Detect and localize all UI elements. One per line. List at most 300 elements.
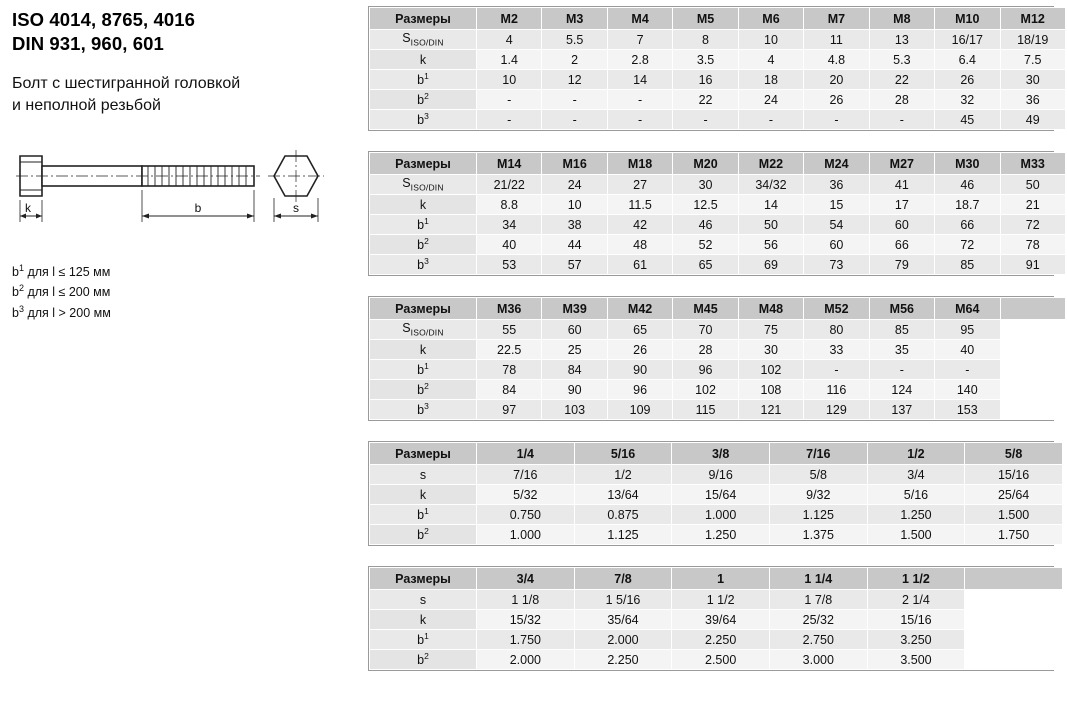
table-cell: 14 — [607, 70, 672, 90]
table-cell: 78 — [1000, 235, 1065, 255]
table-cell: 3/4 — [867, 465, 965, 485]
table-row — [370, 630, 1063, 650]
table-cell: 35 — [869, 340, 934, 360]
table-cell: 34 — [477, 215, 542, 235]
row-label-subscript: ISO/DIN — [410, 327, 444, 338]
row-label-symbol: s — [419, 467, 427, 482]
table-cell: 11 — [804, 30, 869, 50]
table-cell: 16/17 — [935, 30, 1000, 50]
table-cell: 91 — [1000, 255, 1065, 275]
table-cell: 3.500 — [867, 650, 965, 670]
table-cell: 5/8 — [769, 465, 867, 485]
column-header: M2 — [477, 8, 542, 30]
table-cell: 2 — [542, 50, 607, 70]
table-cell: 22 — [869, 70, 934, 90]
column-header: M22 — [738, 153, 803, 175]
column-header: 5/16 — [574, 443, 672, 465]
table-cell: 121 — [738, 400, 803, 420]
column-header: M14 — [477, 153, 542, 175]
table-cell: 116 — [804, 380, 869, 400]
row-label-symbol: S — [402, 31, 411, 46]
table-header-row — [370, 8, 1066, 30]
column-header: M18 — [607, 153, 672, 175]
column-header: M20 — [673, 153, 738, 175]
table-cell: 73 — [804, 255, 869, 275]
table-cell: 8.8 — [477, 195, 542, 215]
column-header: M52 — [804, 298, 869, 320]
table-row — [370, 505, 1063, 525]
table-cell: - — [477, 90, 542, 110]
row-label-symbol: k — [419, 197, 427, 212]
row-label-superscript: 2 — [424, 381, 429, 392]
table-cell: 2.000 — [574, 630, 672, 650]
row-label — [370, 610, 477, 630]
column-header — [1000, 298, 1065, 320]
table-cell: 15 — [804, 195, 869, 215]
note-b2: $b^2$ для l ≤ 200 мм — [12, 283, 111, 300]
column-header: M33 — [1000, 153, 1065, 175]
table-cell: - — [804, 360, 869, 380]
table-cell — [965, 610, 1063, 630]
table-cell: 1.750 — [477, 630, 575, 650]
table-cell: 22.5 — [477, 340, 542, 360]
table-m2-m12 — [368, 6, 1054, 131]
table-cell: - — [477, 110, 542, 130]
table-cell: - — [804, 110, 869, 130]
table-cell: 140 — [935, 380, 1000, 400]
product-description — [12, 73, 357, 116]
table-cell: 15/16 — [965, 465, 1063, 485]
table-cell: 90 — [607, 360, 672, 380]
table-cell: 1.4 — [477, 50, 542, 70]
row-label — [370, 175, 477, 195]
row-label-symbol: b — [417, 258, 425, 273]
table-cell: - — [542, 110, 607, 130]
table-row — [370, 340, 1066, 360]
table-cell: 12 — [542, 70, 607, 90]
table-cell: 15/16 — [867, 610, 965, 630]
table-row — [370, 320, 1066, 340]
row-label — [370, 525, 477, 545]
left-info-column — [12, 8, 357, 323]
table-row — [370, 465, 1063, 485]
row-label — [370, 70, 477, 90]
table-cell: 34/32 — [738, 175, 803, 195]
table-cell: 13/64 — [574, 485, 672, 505]
table-cell: 45 — [935, 110, 1000, 130]
table-m36-m64-table — [369, 297, 1066, 420]
table-cell: 96 — [673, 360, 738, 380]
column-header: M24 — [804, 153, 869, 175]
table-cell: 60 — [542, 320, 607, 340]
table-cell: 30 — [673, 175, 738, 195]
table-cell: 10 — [738, 30, 803, 50]
table-cell: 1.750 — [965, 525, 1063, 545]
table-m36-m64 — [368, 296, 1054, 421]
table-row — [370, 175, 1066, 195]
row-label-subscript: ISO/DIN — [410, 37, 444, 48]
table-cell — [965, 590, 1063, 610]
table-cell: 11.5 — [607, 195, 672, 215]
row-label — [370, 400, 477, 420]
table-cell: 24 — [738, 90, 803, 110]
row-label — [370, 195, 477, 215]
table-cell: 1 1/2 — [672, 590, 770, 610]
table-cell: - — [738, 110, 803, 130]
table-row — [370, 525, 1063, 545]
table-cell: 49 — [1000, 110, 1065, 130]
table-cell: 26 — [607, 340, 672, 360]
table-cell: 3.000 — [769, 650, 867, 670]
row-label-superscript: 3 — [424, 111, 429, 122]
row-label-symbol: b — [417, 528, 425, 543]
column-header: M64 — [935, 298, 1000, 320]
table-cell: 52 — [673, 235, 738, 255]
row-label-superscript: 2 — [424, 651, 429, 662]
table-cell: 85 — [935, 255, 1000, 275]
row-label — [370, 360, 477, 380]
table-cell: 75 — [738, 320, 803, 340]
svg-text:b: b — [194, 200, 202, 215]
table-cell: 32 — [935, 90, 1000, 110]
table-cell: 95 — [935, 320, 1000, 340]
table-row — [370, 70, 1066, 90]
table-inch-large — [368, 566, 1054, 671]
column-header: 3/4 — [477, 568, 575, 590]
note-b1: $b^1$ для l ≤ 125 мм — [12, 262, 111, 280]
table-cell — [1000, 360, 1065, 380]
table-cell: - — [673, 110, 738, 130]
table-cell: 57 — [542, 255, 607, 275]
row-label-symbol: b — [417, 238, 425, 253]
table-cell: 84 — [542, 360, 607, 380]
table-cell: 66 — [935, 215, 1000, 235]
row-label-superscript: 2 — [424, 91, 429, 102]
table-cell: 30 — [738, 340, 803, 360]
table-cell: 9/32 — [769, 485, 867, 505]
table-cell: 60 — [869, 215, 934, 235]
table-cell: 35/64 — [574, 610, 672, 630]
header-dimensions-label: Размеры — [370, 298, 477, 320]
table-cell: 13 — [869, 30, 934, 50]
table-cell: 66 — [869, 235, 934, 255]
table-cell: - — [607, 90, 672, 110]
standard-line-iso: ISO 4014, 8765, 4016 — [12, 9, 196, 30]
table-cell: 40 — [477, 235, 542, 255]
row-label — [370, 90, 477, 110]
row-label-symbol: k — [419, 342, 427, 357]
column-header: 3/8 — [672, 443, 770, 465]
table-cell: 5/16 — [867, 485, 965, 505]
table-cell: 85 — [869, 320, 934, 340]
table-cell: 30 — [1000, 70, 1065, 90]
row-label-superscript: 1 — [424, 361, 429, 372]
table-row — [370, 380, 1066, 400]
table-cell: 39/64 — [672, 610, 770, 630]
table-cell: 28 — [673, 340, 738, 360]
table-cell: 5/32 — [477, 485, 575, 505]
table-cell: 2.250 — [672, 630, 770, 650]
row-label — [370, 340, 477, 360]
table-cell: 1 5/16 — [574, 590, 672, 610]
table-cell: 80 — [804, 320, 869, 340]
table-cell: 115 — [673, 400, 738, 420]
table-cell: 10 — [477, 70, 542, 90]
table-cell: 24 — [542, 175, 607, 195]
column-header: M3 — [542, 8, 607, 30]
table-cell: 26 — [935, 70, 1000, 90]
table-cell: 28 — [869, 90, 934, 110]
table-cell: 8 — [673, 30, 738, 50]
table-cell: 21/22 — [477, 175, 542, 195]
column-header: M12 — [1000, 8, 1065, 30]
table-cell: 7 — [607, 30, 672, 50]
table-cell: 25/64 — [965, 485, 1063, 505]
table-cell: 4 — [738, 50, 803, 70]
table-cell: 46 — [935, 175, 1000, 195]
table-inch-small-table — [369, 442, 1063, 545]
row-label-superscript: 3 — [424, 401, 429, 412]
row-label-subscript: ISO/DIN — [410, 182, 444, 193]
table-row — [370, 235, 1066, 255]
column-header: M42 — [607, 298, 672, 320]
row-label-symbol: b — [417, 93, 425, 108]
table-cell: 18/19 — [1000, 30, 1065, 50]
column-header: 1 1/4 — [769, 568, 867, 590]
row-label — [370, 215, 477, 235]
table-cell: 46 — [673, 215, 738, 235]
table-cell: 61 — [607, 255, 672, 275]
row-label-symbol: s — [419, 592, 427, 607]
row-label — [370, 30, 477, 50]
column-header: M39 — [542, 298, 607, 320]
table-cell: 2.8 — [607, 50, 672, 70]
table-cell: 3.5 — [673, 50, 738, 70]
row-label-symbol: S — [402, 176, 411, 191]
row-label — [370, 505, 477, 525]
column-header: 5/8 — [965, 443, 1063, 465]
table-cell: 5.5 — [542, 30, 607, 50]
table-row — [370, 610, 1063, 630]
table-cell: 96 — [607, 380, 672, 400]
table-cell: 50 — [738, 215, 803, 235]
standards-title — [12, 8, 357, 55]
row-label — [370, 110, 477, 130]
svg-text:s: s — [293, 200, 299, 215]
table-cell: 65 — [607, 320, 672, 340]
table-cell: 27 — [607, 175, 672, 195]
table-row — [370, 50, 1066, 70]
column-header: 1/4 — [477, 443, 575, 465]
row-label-symbol: b — [417, 508, 425, 523]
table-cell: 1.125 — [574, 525, 672, 545]
table-cell: 1 1/8 — [477, 590, 575, 610]
table-cell: 1.000 — [477, 525, 575, 545]
table-inch-large-table — [369, 567, 1063, 670]
table-row — [370, 590, 1063, 610]
table-m14-m33-table — [369, 152, 1066, 275]
table-row — [370, 215, 1066, 235]
table-cell: 56 — [738, 235, 803, 255]
row-label-symbol: S — [402, 321, 411, 336]
table-cell: 69 — [738, 255, 803, 275]
row-label-superscript: 2 — [424, 236, 429, 247]
table-cell: 1/2 — [574, 465, 672, 485]
table-cell: 2.750 — [769, 630, 867, 650]
table-cell: 22 — [673, 90, 738, 110]
table-cell: 3.250 — [867, 630, 965, 650]
table-cell: 70 — [673, 320, 738, 340]
column-header: M5 — [673, 8, 738, 30]
table-cell: 1.500 — [965, 505, 1063, 525]
row-label — [370, 630, 477, 650]
row-label-superscript: 2 — [424, 526, 429, 537]
table-row — [370, 650, 1063, 670]
row-label-symbol: b — [417, 633, 425, 648]
column-header: M7 — [804, 8, 869, 30]
table-cell: 1.250 — [672, 525, 770, 545]
table-cell: - — [607, 110, 672, 130]
row-label-superscript: 1 — [424, 631, 429, 642]
table-cell — [1000, 320, 1065, 340]
table-cell: 18.7 — [935, 195, 1000, 215]
row-label-symbol: b — [417, 363, 425, 378]
table-cell: 50 — [1000, 175, 1065, 195]
table-cell: 109 — [607, 400, 672, 420]
column-header — [965, 568, 1063, 590]
table-cell: 21 — [1000, 195, 1065, 215]
table-cell — [1000, 380, 1065, 400]
row-label-symbol: b — [417, 653, 425, 668]
row-label-symbol: k — [419, 612, 427, 627]
length-notes — [12, 262, 357, 324]
table-cell: 0.875 — [574, 505, 672, 525]
header-dimensions-label: Размеры — [370, 443, 477, 465]
table-cell: 60 — [804, 235, 869, 255]
row-label — [370, 465, 477, 485]
column-header: 7/8 — [574, 568, 672, 590]
table-cell: 1.250 — [867, 505, 965, 525]
row-label-superscript: 1 — [424, 506, 429, 517]
table-cell: 137 — [869, 400, 934, 420]
standard-line-din: DIN 931, 960, 601 — [12, 32, 164, 54]
product-description-line-1: Болт с шестигранной головкой — [12, 75, 241, 93]
table-cell: 12.5 — [673, 195, 738, 215]
table-cell: 38 — [542, 215, 607, 235]
table-cell: 90 — [542, 380, 607, 400]
table-cell: 78 — [477, 360, 542, 380]
table-cell: 6.4 — [935, 50, 1000, 70]
table-header-row — [370, 568, 1063, 590]
table-cell: 15/32 — [477, 610, 575, 630]
table-cell: 17 — [869, 195, 934, 215]
column-header: M6 — [738, 8, 803, 30]
column-header: 7/16 — [769, 443, 867, 465]
table-row — [370, 195, 1066, 215]
table-cell: 0.750 — [477, 505, 575, 525]
table-cell: 18 — [738, 70, 803, 90]
table-cell: 72 — [1000, 215, 1065, 235]
table-cell: 41 — [869, 175, 934, 195]
table-cell: - — [869, 110, 934, 130]
column-header: M56 — [869, 298, 934, 320]
table-cell: 97 — [477, 400, 542, 420]
row-label-symbol: b — [417, 383, 425, 398]
row-label-symbol: b — [417, 113, 425, 128]
table-cell: 44 — [542, 235, 607, 255]
product-description-line-2: и неполной резьбой — [12, 96, 161, 114]
row-label-superscript: 3 — [424, 256, 429, 267]
dimension-tables — [368, 6, 1054, 691]
table-cell: 4 — [477, 30, 542, 50]
column-header: M10 — [935, 8, 1000, 30]
table-cell: 36 — [804, 175, 869, 195]
row-label — [370, 650, 477, 670]
table-cell: 108 — [738, 380, 803, 400]
column-header: 1 1/2 — [867, 568, 965, 590]
row-label — [370, 590, 477, 610]
table-cell: 40 — [935, 340, 1000, 360]
table-cell: 2.250 — [574, 650, 672, 670]
row-label — [370, 380, 477, 400]
table-cell: 20 — [804, 70, 869, 90]
table-cell: - — [935, 360, 1000, 380]
table-cell — [1000, 400, 1065, 420]
row-label — [370, 485, 477, 505]
table-row — [370, 255, 1066, 275]
column-header: 1/2 — [867, 443, 965, 465]
row-label-symbol: b — [417, 403, 425, 418]
table-cell: 25 — [542, 340, 607, 360]
row-label-symbol: k — [419, 487, 427, 502]
table-m2-m12-table — [369, 7, 1066, 130]
column-header: M30 — [935, 153, 1000, 175]
table-cell: 36 — [1000, 90, 1065, 110]
row-label-superscript: 1 — [424, 71, 429, 82]
table-row — [370, 110, 1066, 130]
column-header: 1 — [672, 568, 770, 590]
table-cell: 54 — [804, 215, 869, 235]
table-header-row — [370, 298, 1066, 320]
row-label-symbol: b — [417, 218, 425, 233]
table-cell: 102 — [673, 380, 738, 400]
table-cell: 25/32 — [769, 610, 867, 630]
row-label-symbol: k — [419, 52, 427, 67]
table-cell: 1.125 — [769, 505, 867, 525]
header-dimensions-label: Размеры — [370, 568, 477, 590]
table-header-row — [370, 153, 1066, 175]
table-cell: 124 — [869, 380, 934, 400]
column-header: M8 — [869, 8, 934, 30]
table-cell — [965, 630, 1063, 650]
table-row — [370, 360, 1066, 380]
bolt-drawing-svg — [12, 134, 332, 234]
table-row — [370, 485, 1063, 505]
table-cell: 14 — [738, 195, 803, 215]
table-cell: 1 7/8 — [769, 590, 867, 610]
table-row — [370, 90, 1066, 110]
column-header: M4 — [607, 8, 672, 30]
table-cell: 79 — [869, 255, 934, 275]
column-header: M36 — [477, 298, 542, 320]
table-row — [370, 400, 1066, 420]
row-label — [370, 320, 477, 340]
table-cell: 103 — [542, 400, 607, 420]
table-cell: 1.500 — [867, 525, 965, 545]
table-cell — [965, 650, 1063, 670]
table-cell: 10 — [542, 195, 607, 215]
table-cell: 55 — [477, 320, 542, 340]
